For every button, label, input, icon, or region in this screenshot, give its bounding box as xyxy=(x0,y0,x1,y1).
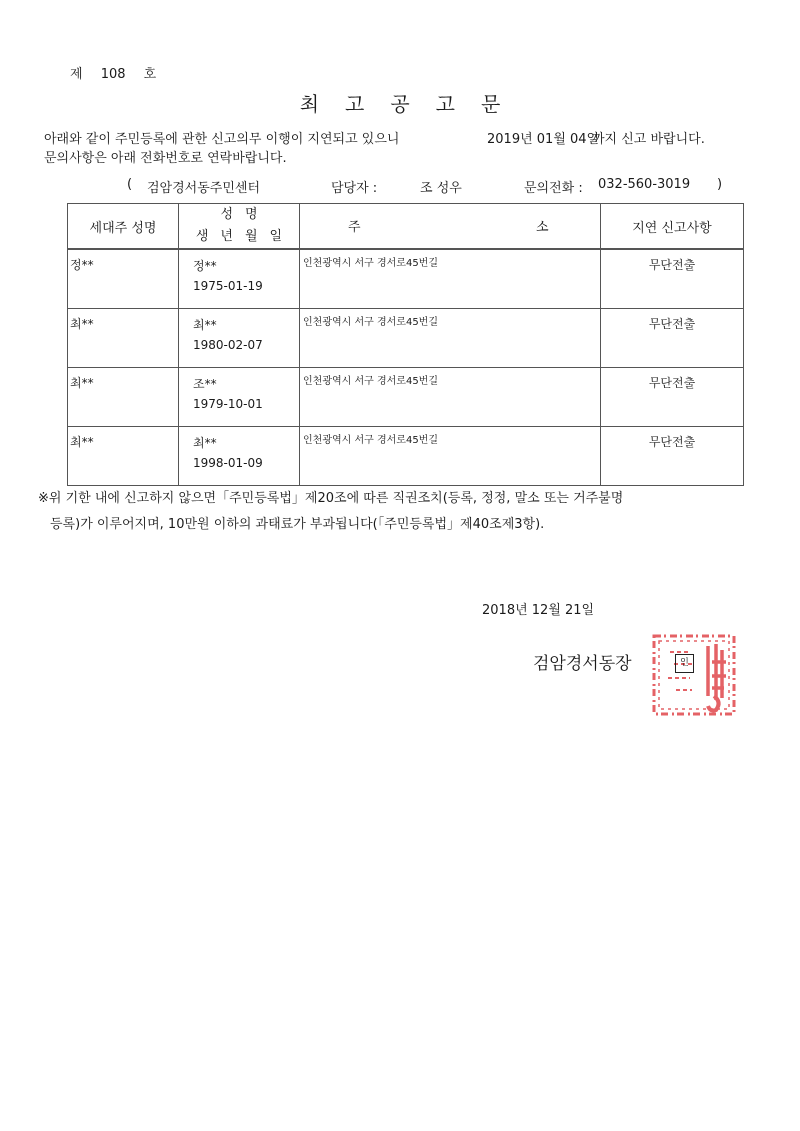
address-cell: 인천광역시 서구 경서로45번길 xyxy=(300,309,601,368)
reason-cell: 무단전출 xyxy=(601,427,744,486)
address-cell: 인천광역시 서구 경서로45번길 xyxy=(300,249,601,309)
reason-cell: 무단전출 xyxy=(601,309,744,368)
contact-center-name: 검암경서동주민센터 xyxy=(147,181,261,196)
header-address-left: 주 xyxy=(348,220,361,235)
birth-date: 1975-01-19 xyxy=(193,279,263,293)
intro-line-1: 아래와 같이 주민등록에 관한 신고의무 이행이 지연되고 있으니 xyxy=(44,132,400,147)
header-name-birth xyxy=(179,204,300,250)
table-row xyxy=(68,309,744,368)
official-seal-stamp xyxy=(646,626,742,722)
notice-table xyxy=(67,203,744,486)
name-birth-cell xyxy=(179,309,300,368)
contact-open-paren: ( xyxy=(127,177,133,192)
issue-date: 2018년 12월 21일 xyxy=(482,603,595,618)
address-cell: 인천광역시 서구 경서로45번길 xyxy=(300,427,601,486)
birth-date: 1980-02-07 xyxy=(193,338,263,352)
contact-close-paren: ) xyxy=(717,177,723,192)
intro-line-2: 문의사항은 아래 전화번호로 연락바랍니다. xyxy=(44,151,287,166)
deadline-date: 2019년 01월 04일 xyxy=(487,132,600,147)
householder-cell: 정** xyxy=(68,249,179,309)
header-address xyxy=(300,204,601,250)
contact-person-name: 조 성우 xyxy=(420,181,462,196)
intro-line-1-tail: 까지 신고 바랍니다. xyxy=(592,132,705,147)
householder-cell: 최** xyxy=(68,427,179,486)
official-title: 검암경서동장 xyxy=(533,654,632,674)
householder-cell: 최** xyxy=(68,309,179,368)
name-birth-cell xyxy=(179,249,300,309)
issue-number: 제 108 호 xyxy=(70,67,157,82)
contact-phone-label: 문의전화 : xyxy=(524,181,583,196)
person-name: 정** xyxy=(193,259,217,273)
header-name: 성명 xyxy=(220,207,270,222)
householder-cell: 최** xyxy=(68,368,179,427)
birth-date: 1979-10-01 xyxy=(193,397,263,411)
reason-cell: 무단전출 xyxy=(601,249,744,309)
header-householder: 세대주 성명 xyxy=(68,204,179,250)
page-title: 최고공고문 xyxy=(299,92,527,116)
table-header-row xyxy=(68,204,744,250)
legal-notice-line-1: ※위 기한 내에 신고하지 않으면「주민등록법」제20조에 따른 직권조치(등록, 정정, 말소 또는 거주불명 xyxy=(38,491,624,506)
contact-person-label: 담당자 : xyxy=(331,181,378,196)
header-reason: 지연 신고사항 xyxy=(601,204,744,250)
header-birth: 생년월일 xyxy=(195,229,295,244)
person-name: 조** xyxy=(193,377,217,391)
contact-phone-number: 032-560-3019 xyxy=(598,177,691,192)
name-birth-cell xyxy=(179,427,300,486)
name-birth-cell xyxy=(179,368,300,427)
reason-cell: 무단전출 xyxy=(601,368,744,427)
table-row xyxy=(68,249,744,309)
header-address-right: 소 xyxy=(536,220,549,235)
table-row xyxy=(68,427,744,486)
birth-date: 1998-01-09 xyxy=(193,456,263,470)
person-name: 최** xyxy=(193,318,217,332)
address-cell: 인천광역시 서구 경서로45번길 xyxy=(300,368,601,427)
table-row xyxy=(68,368,744,427)
seal-mark: 인 xyxy=(675,654,694,673)
person-name: 최** xyxy=(193,436,217,450)
legal-notice-line-2: 등록)가 이루어지며, 10만원 이하의 과태료가 부과됩니다(「주민등록법」제40조제3항). xyxy=(50,517,545,532)
